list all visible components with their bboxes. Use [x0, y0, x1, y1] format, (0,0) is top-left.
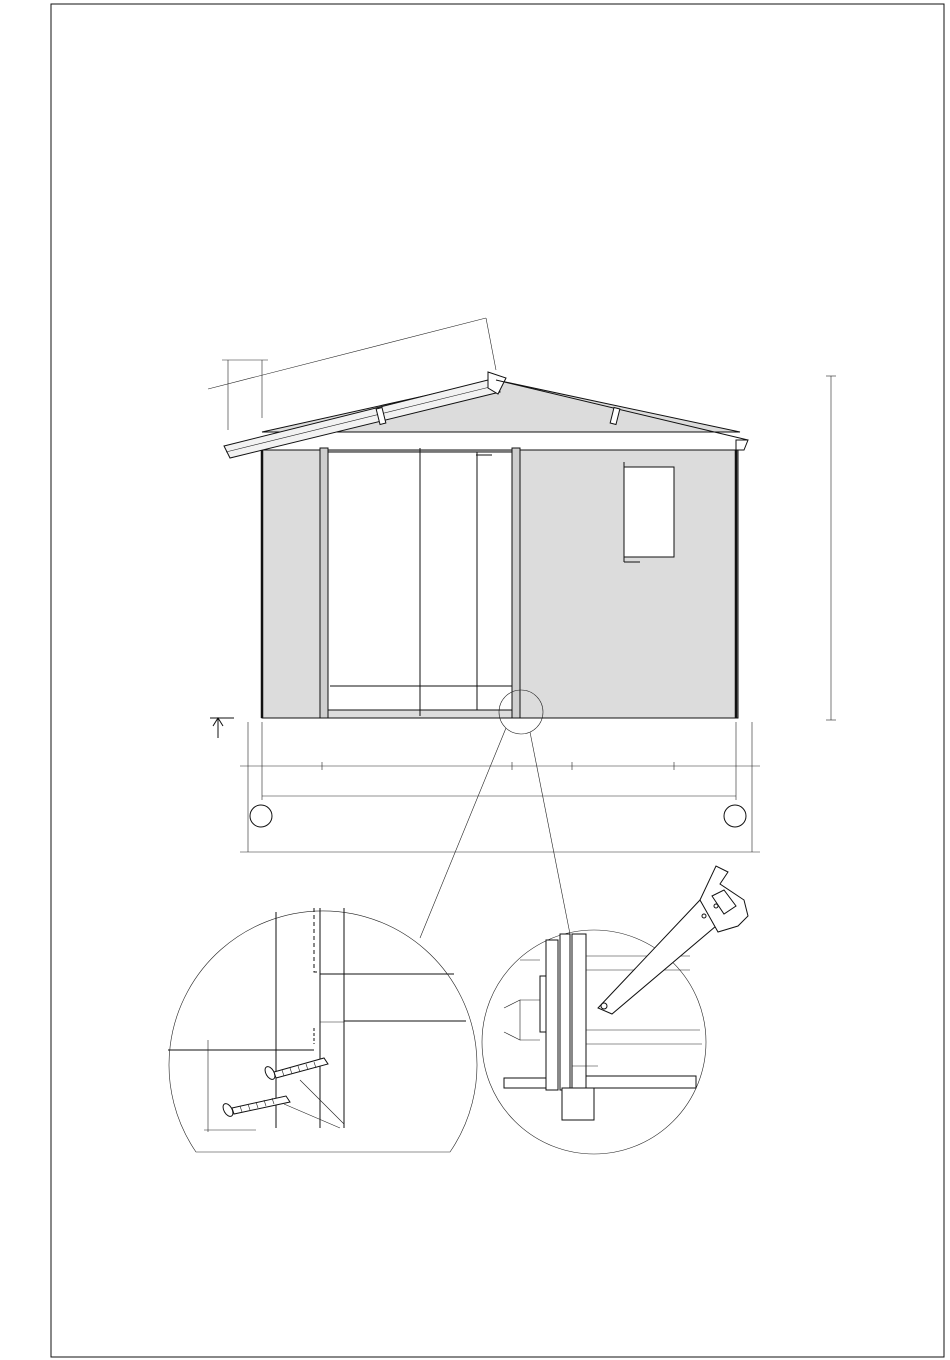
floor-board-left	[504, 1078, 546, 1088]
inner-post	[546, 940, 558, 1090]
hidden-line	[314, 908, 320, 972]
leader-right	[530, 732, 570, 934]
leader-left	[420, 728, 506, 938]
fb-board	[586, 1076, 696, 1088]
arx-block	[562, 1088, 594, 1120]
hinge-block	[540, 976, 546, 1032]
right-eave	[736, 440, 748, 450]
saw-icon	[598, 866, 748, 1014]
screw-upper	[263, 1058, 328, 1081]
door-post-right	[512, 448, 520, 718]
detail-left	[168, 908, 477, 1152]
screw-leader-1	[300, 1080, 344, 1124]
axis-a-circle	[250, 805, 272, 827]
log-profile-left	[504, 1000, 520, 1040]
axis-b-circle	[724, 805, 746, 827]
detail-right	[482, 866, 748, 1154]
front-elevation	[208, 318, 836, 738]
screw-lower	[221, 1096, 290, 1118]
ridge-ext	[486, 318, 496, 370]
door-post-left	[320, 448, 328, 718]
window-opening	[624, 467, 674, 557]
log-ends-left	[520, 960, 540, 1040]
upright-post	[572, 934, 586, 1090]
bottom-dimensions	[240, 722, 760, 852]
detail-left-frame	[169, 911, 477, 1152]
roof-length-dimline	[208, 318, 486, 389]
door-frame	[560, 934, 570, 1090]
screw-leader-2	[284, 1104, 340, 1128]
